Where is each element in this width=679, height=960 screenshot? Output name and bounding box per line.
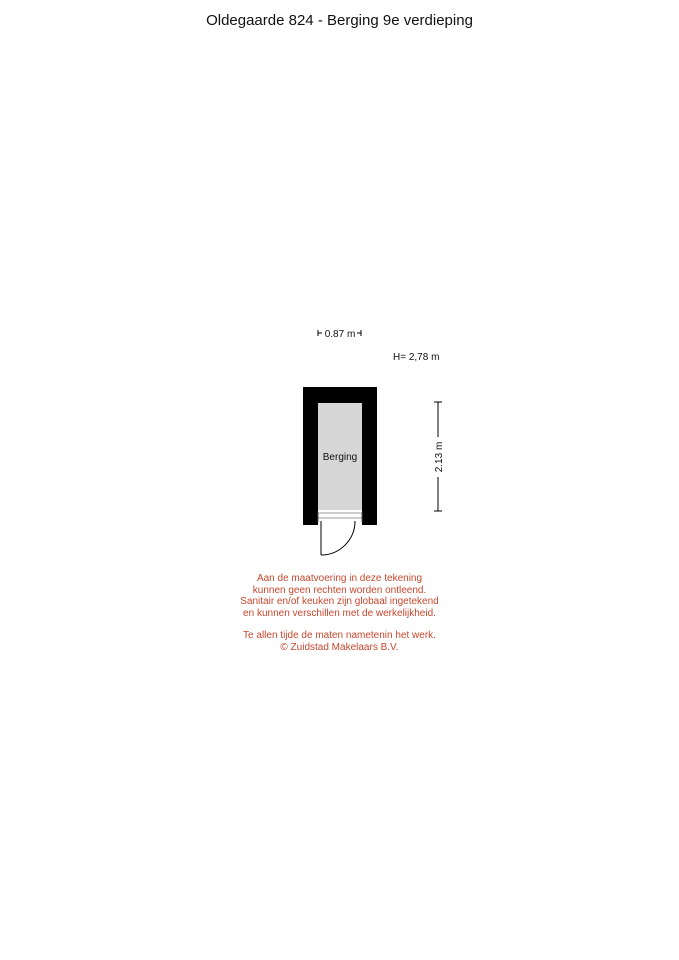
disclaimer-line: kunnen geen rechten worden ontleend. <box>252 584 427 596</box>
width-label: 0.87 m <box>324 329 356 340</box>
page-title: Oldegaarde 824 - Berging 9e verdieping <box>206 12 473 29</box>
disclaimer-line: Te allen tijde de maten nametenin het werk. <box>243 630 436 641</box>
disclaimer-line: Sanitair en/of keuken zijn globaal ingetekend <box>240 596 439 607</box>
width-dimension <box>318 329 361 340</box>
disclaimer-line: en kunnen verschillen met de werkelijkheid. <box>243 607 436 619</box>
room-label: Berging <box>322 452 358 463</box>
depth-label: 2.13 m <box>434 441 445 473</box>
disclaimer-line: Aan de maatvoering in deze tekening <box>256 573 423 584</box>
ceiling-height-label: H= 2,78 m <box>393 352 440 363</box>
copyright: © Zuidstad Makelaars B.V. <box>280 641 399 653</box>
door-swing <box>321 521 355 555</box>
depth-dimension <box>434 402 445 511</box>
disclaimer <box>0 573 679 653</box>
